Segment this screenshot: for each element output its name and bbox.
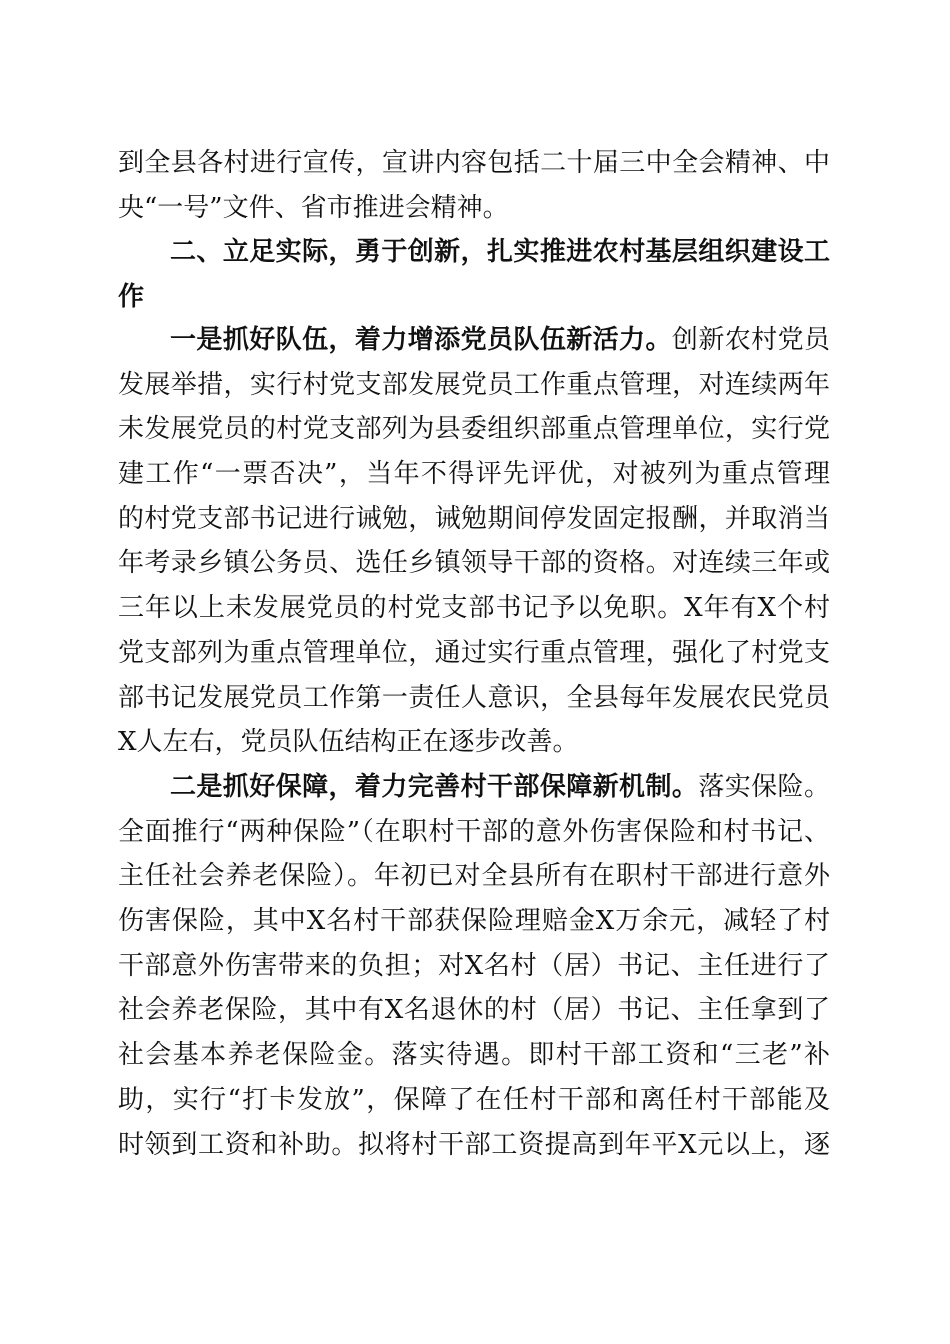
paragraph-lead-rest: 落实保险。 [698,772,830,802]
text-line: 社会基本养老保险金。落实待遇。即村干部工资和“三老”补 [118,1040,830,1071]
text-line: 社会养老保险，其中有X名退休的村（居）书记、主任拿到了 [118,995,830,1026]
text-line: 主任社会养老保险）。年初已对全县所有在职村干部进行意外 [118,861,830,892]
text-line: 发展举措，实行村党支部发展党员工作重点管理，对连续两年 [118,369,830,400]
text-line: 助，实行“打卡发放”，保障了在任村干部和离任村干部能及 [118,1084,830,1115]
text-line: X人左右，党员队伍结构正在逐步改善。 [118,727,579,758]
paragraph-lead: 一是抓好队伍，着力增添党员队伍新活力。 [170,325,672,355]
paragraph-one [118,318,830,765]
paragraph-first-line [118,765,830,810]
text-line: 三年以上未发展党员的村党支部书记予以免职。X年有X个村 [118,593,830,624]
paragraph-lead: 二是抓好保障，着力完善村干部保障新机制。 [170,772,699,802]
heading-line: 作 [118,281,145,312]
text-line: 央“一号”文件、省市推进会精神。 [118,192,509,223]
text-line: 未发展党员的村党支部列为县委组织部重点管理单位，实行党 [118,414,830,445]
paragraph-two [118,765,830,1167]
text-line: 伤害保险，其中X名村干部获保险理赔金X万余元，减轻了村 [118,906,830,937]
text-line: 时领到工资和补助。拟将村干部工资提高到年平X元以上，逐 [118,1129,830,1160]
paragraph-lead-rest: 创新农村党员 [671,325,830,355]
section-heading [118,230,830,319]
text-line: 全面推行“两种保险”（在职村干部的意外伤害保险和村书记、 [118,816,830,847]
paragraph-first-line [118,318,830,363]
text-line: 部书记发展党员工作第一责任人意识，全县每年发展农民党员 [118,682,830,713]
text-line: 到全县各村进行宣传，宣讲内容包括二十届三中全会精神、中 [118,148,830,178]
text-line: 建工作“一票否决”，当年不得评先评优，对被列为重点管理 [118,459,830,490]
text-line: 年考录乡镇公务员、选任乡镇领导干部的资格。对连续三年或 [118,548,830,579]
text-line: 的村党支部书记进行诫勉，诫勉期间停发固定报酬，并取消当 [118,503,830,534]
intro-paragraph [118,141,830,230]
heading-line: 二、立足实际，勇于创新，扎实推进农村基层组织建设工 [170,237,830,267]
text-line: 干部意外伤害带来的负担；对X名村（居）书记、主任进行了 [118,950,830,981]
text-line: 党支部列为重点管理单位，通过实行重点管理，强化了村党支 [118,637,830,668]
